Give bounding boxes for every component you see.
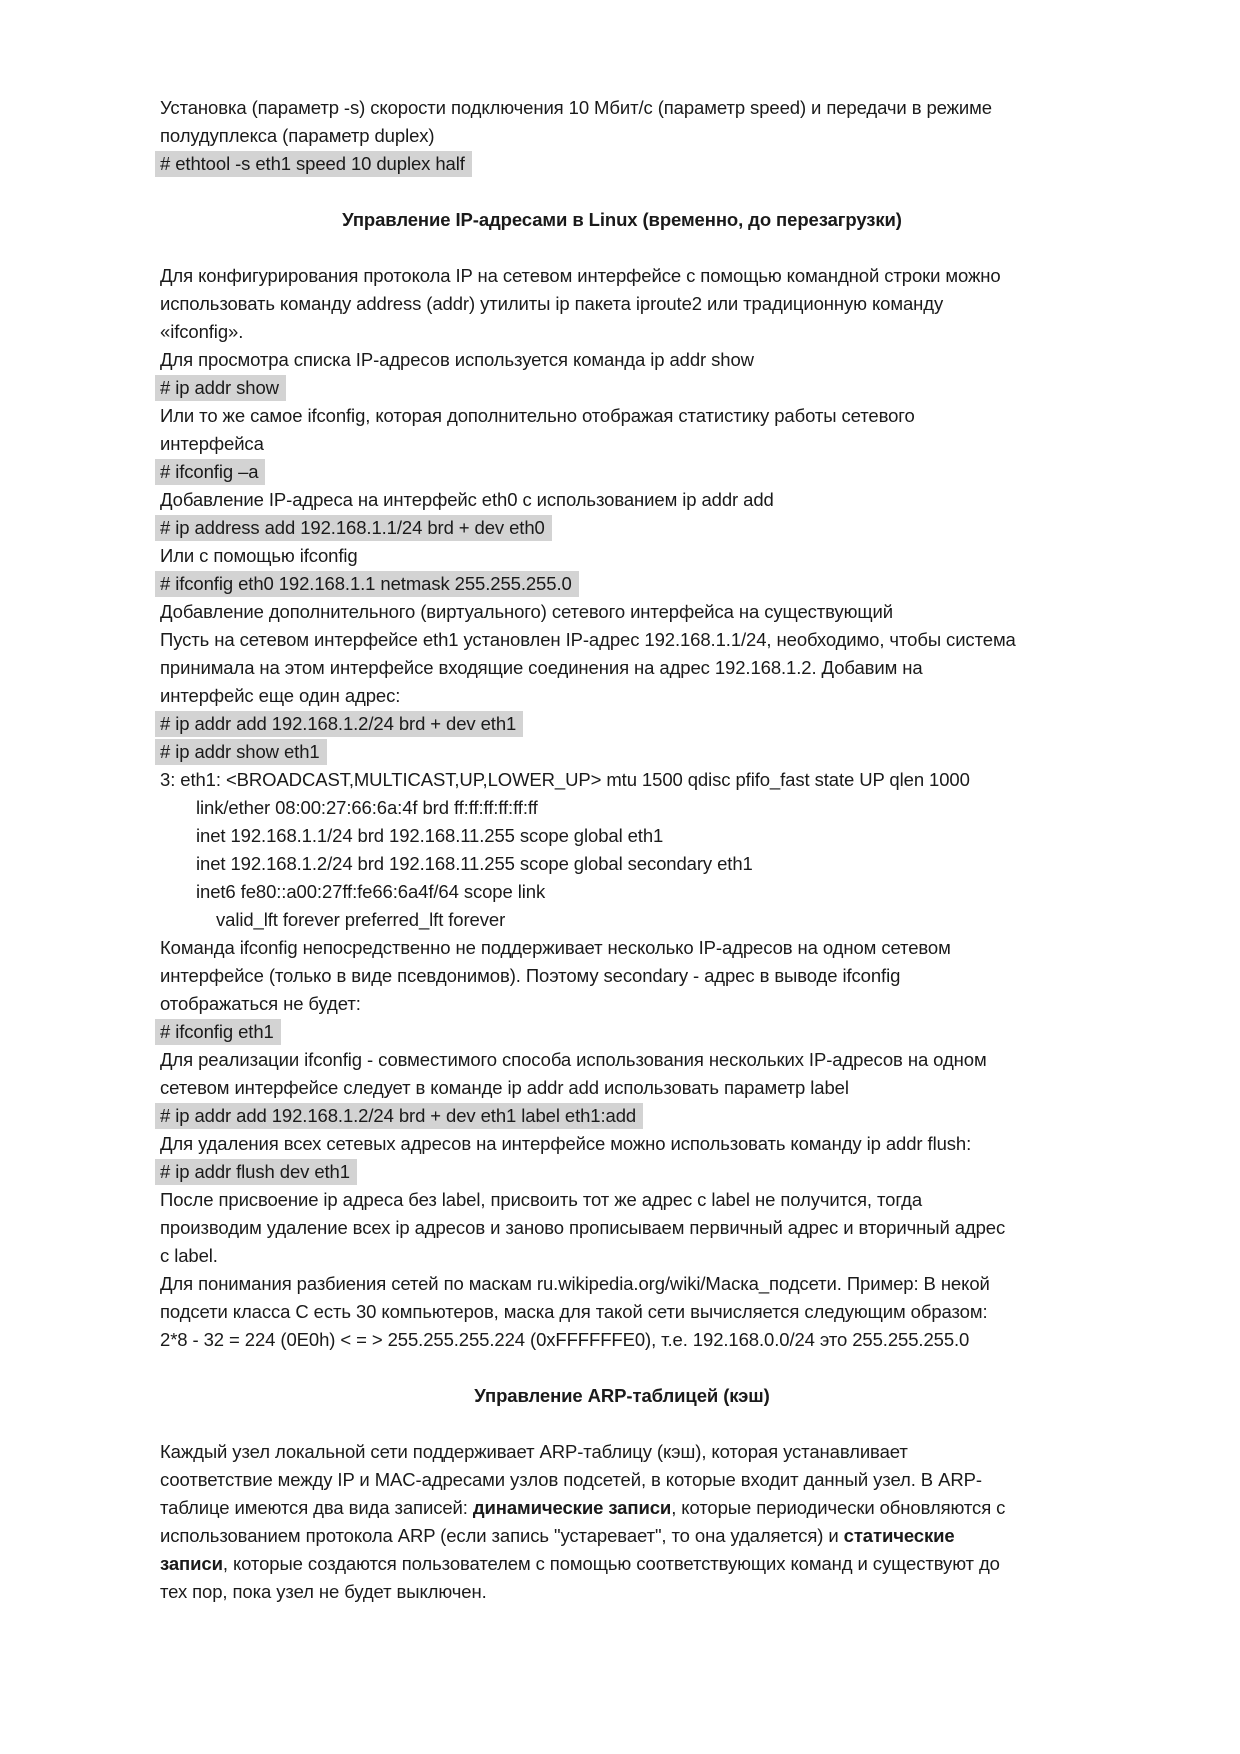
console-output-line: 3: eth1: <BROADCAST,MULTICAST,UP,LOWER_UP> mtu 1500 qdisc pfifo_fast state UP qlen 1000 (160, 769, 970, 790)
highlighted-command-text: # ifconfig –a (155, 459, 265, 485)
text-line: Команда ifconfig непосредственно не поддерживает несколько IP-адресов на одном сетевом (160, 937, 951, 958)
text-line: Для понимания разбиения сетей по маскам ru.wikipedia.org/wiki/Маска_подсети. Пример: В некой (160, 1273, 990, 1294)
command-line (160, 458, 1084, 486)
text-line (160, 1494, 1084, 1522)
text-line: интерфейсе (только в виде псевдонимов). Поэтому secondary - адрес в выводе ifconfig (160, 965, 901, 986)
bold-text-segment: записи (160, 1553, 223, 1574)
section-heading: Управление IP-адресами в Linux (временно, до перезагрузки) (342, 209, 902, 230)
highlighted-command-text: # ip address add 192.168.1.1/24 brd + dev eth0 (155, 515, 552, 541)
text-segment: использованием протокола ARP (если запись "устаревает", то она удаляется) и (160, 1525, 844, 1546)
command-line (160, 1158, 1084, 1186)
text-line: подсети класса C есть 30 компьютеров, маска для такой сети вычисляется следующим образом: (160, 1301, 988, 1322)
text-line: Или то же самое ifconfig, которая дополнительно отображая статистику работы сетевого (160, 405, 915, 426)
bold-text-segment: динамические записи (472, 1497, 672, 1518)
console-output-line: inet 192.168.1.1/24 brd 192.168.11.255 scope global eth1 (196, 825, 664, 846)
text-line (160, 1550, 1084, 1578)
highlighted-command-text: # ip addr show (155, 375, 286, 401)
text-line: «ifconfig». (160, 321, 244, 342)
text-line: принимала на этом интерфейсе входящие соединения на адрес 192.168.1.2. Добавим на (160, 657, 923, 678)
console-output-line: link/ether 08:00:27:66:6a:4f brd ff:ff:ff:ff:ff:ff (196, 797, 538, 818)
text-line: производим удаление всех ip адресов и заново прописываем первичный адрес и вторичный адрес (160, 1217, 1006, 1238)
highlighted-command-text: # ip addr add 192.168.1.2/24 brd + dev eth1 label eth1:add (155, 1103, 643, 1129)
command-line (160, 150, 1084, 178)
text-line: Или с помощью ifconfig (160, 545, 358, 566)
blank-line (160, 178, 1084, 206)
command-line (160, 570, 1084, 598)
text-line: интерфейс еще один адрес: (160, 685, 401, 706)
command-line (160, 374, 1084, 402)
highlighted-command-text: # ifconfig eth0 192.168.1.1 netmask 255.255.255.0 (155, 571, 579, 597)
text-segment: таблице имеются два вида записей: (160, 1497, 473, 1518)
text-line: сетевом интерфейсе следует в команде ip addr add использовать параметр label (160, 1077, 849, 1098)
highlighted-command-text: # ethtool -s eth1 speed 10 duplex half (155, 151, 472, 177)
command-line (160, 738, 1084, 766)
bold-text-segment: статические (843, 1525, 955, 1546)
highlighted-command-text: # ip addr flush dev eth1 (155, 1159, 357, 1185)
command-line (160, 514, 1084, 542)
console-output-line: valid_lft forever preferred_lft forever (216, 909, 506, 930)
text-line: После присвоение ip адреса без label, присвоить тот же адрес с label не получится, тогда (160, 1189, 923, 1210)
text-line: Для просмотра списка IP-адресов используется команда ip addr show (160, 349, 754, 370)
blank-line (160, 1354, 1084, 1382)
console-output-line: inet 192.168.1.2/24 brd 192.168.11.255 scope global secondary eth1 (196, 853, 753, 874)
text-line: использовать команду address (addr) утилиты ip пакета iproute2 или традиционную команду (160, 293, 944, 314)
text-line: соответствие между IP и MAC-адресами узлов подсетей, в которые входит данный узел. В ARP- (160, 1469, 982, 1490)
console-output-line: inet6 fe80::a00:27ff:fe66:6a4f/64 scope link (196, 881, 546, 902)
highlighted-command-text: # ifconfig eth1 (155, 1019, 281, 1045)
text-segment: , которые периодически обновляются с (671, 1497, 1006, 1518)
blank-line (160, 234, 1084, 262)
command-line (160, 1018, 1084, 1046)
text-line: Каждый узел локальной сети поддерживает ARP-таблицу (кэш), которая устанавливает (160, 1441, 908, 1462)
text-line: Установка (параметр -s) скорости подключения 10 Мбит/с (параметр speed) и передачи в режиме (160, 97, 992, 118)
text-line: полудуплекса (параметр duplex) (160, 125, 435, 146)
command-line (160, 1102, 1084, 1130)
text-line: Добавление дополнительного (виртуального) сетевого интерфейса на существующий (160, 601, 893, 622)
text-line: Для конфигурирования протокола IP на сетевом интерфейсе с помощью командной строки можно (160, 265, 1001, 286)
text-line (160, 1522, 1084, 1550)
section-heading: Управление ARP-таблицей (кэш) (474, 1385, 770, 1406)
text-line: Добавление IP-адреса на интерфейс eth0 с использованием ip addr add (160, 489, 774, 510)
text-line: отображаться не будет: (160, 993, 361, 1014)
text-line: интерфейса (160, 433, 264, 454)
highlighted-command-text: # ip addr show eth1 (155, 739, 327, 765)
text-line: тех пор, пока узел не будет выключен. (160, 1581, 487, 1602)
text-segment: , которые создаются пользователем с помощью соответствующих команд и существуют до (222, 1553, 1000, 1574)
text-line: Для удаления всех сетевых адресов на интерфейсе можно использовать команду ip addr flush: (160, 1133, 972, 1154)
blank-line (160, 1410, 1084, 1438)
text-line: 2*8 - 32 = 224 (0E0h) < = > 255.255.255.224 (0xFFFFFFE0), т.е. 192.168.0.0/24 это 255.255.255.0 (160, 1329, 970, 1350)
text-line: Для реализации ifconfig - совместимого способа использования нескольких IP-адресов на одном (160, 1049, 987, 1070)
highlighted-command-text: # ip addr add 192.168.1.2/24 brd + dev eth1 (155, 711, 523, 737)
text-line: Пусть на сетевом интерфейсе eth1 установлен IP-адрес 192.168.1.1/24, необходимо, чтобы система (160, 629, 1016, 650)
command-line (160, 710, 1084, 738)
text-line: с label. (160, 1245, 218, 1266)
